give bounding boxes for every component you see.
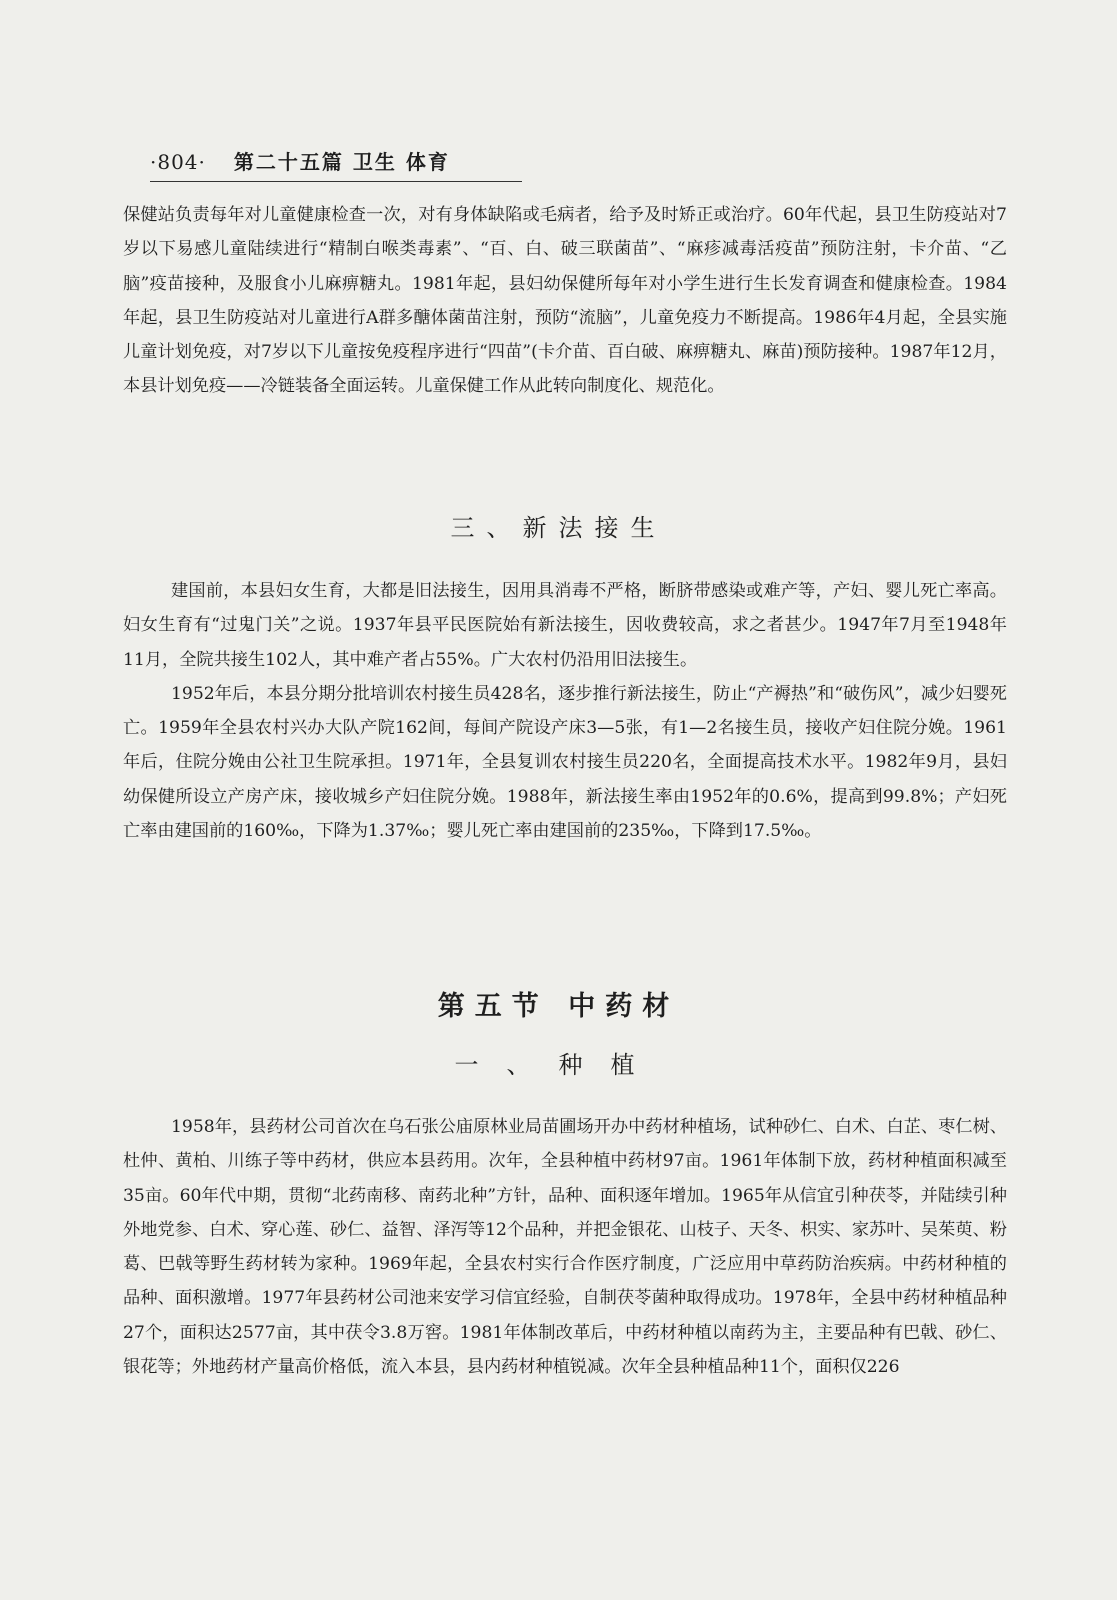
body-text-midwifery <box>123 574 1007 848</box>
paragraph-cultivation: 1958年，县药材公司首次在乌石张公庙原林业局苗圃场开办中药材种植场，试种砂仁、白术、白芷、枣仁树、杜仲、黄柏、川练子等中药材，供应本县药用。次年，全县种植中药材97亩。1961年体制下放，药材种植面积减至35亩。60年代中期，贯彻“北药南移、南药北种”方针，品种、面积逐年增加。1965年从信宜引种茯苓，并陆续引种外地党参、白术、穿心莲、砂仁、益智、泽泻等12个品种，并把金银花、山枝子、天冬、枳实、家苏叶、吴茱萸、粉葛、巴戟等野生药材转为家种。1969年起，全县农村实行合作医疗制度，广泛应用中草药防治疾病。中药材种植的品种、面积激增。1977年县药材公司池来安学习信宜经验，自制茯苓菌种取得成功。1978年，全县中药材种植品种27个，面积达2577亩，其中茯令3.8万窖。1981年体制改革后，中药材种植以南药为主，主要品种有巴戟、砂仁、银花等；外地药材产量高价格低，流入本县，县内药材种植锐减。次年全县种植品种11个，面积仅226 <box>123 1117 1007 1378</box>
running-header-title: 第二十五篇 卫生 体育 <box>233 150 450 174</box>
paragraph-child-health: 保健站负责每年对儿童健康检查一次，对有身体缺陷或毛病者，给予及时矫正或治疗。60年代起，县卫生防疫站对7岁以下易感儿童陆续进行“精制白喉类毒素”、“百、白、破三联菌苗”、“麻疹减毒活疫苗”预防注射，卡介苗、“乙脑”疫苗接种，及服食小儿麻痹糖丸。1981年起，县妇幼保健所每年对小学生进行生长发育调查和健康检查。1984年起，县卫生防疫站对儿童进行A群多醣体菌苗注射，预防“流脑”，儿童免疫力不断提高。1986年4月起，全县实施儿童计划免疫，对7岁以下儿童按免疫程序进行“四苗”(卡介苗、百白破、麻痹糖丸、麻苗)预防接种。1987年12月，本县计划免疫——冷链装备全面运转。儿童保健工作从此转向制度化、规范化。 <box>123 205 1007 397</box>
section-heading-new-midwifery: 三、新法接生 <box>450 514 667 542</box>
paragraph-midwifery-1: 建国前，本县妇女生育，大都是旧法接生，因用具消毒不严格，断脐带感染或难产等，产妇、婴儿死亡率高。妇女生育有“过鬼门关”之说。1937年县平民医院始有新法接生，因收费较高，求之者甚少。1947年7月至1948年11月，全院共接生102人，其中难产者占55%。广大农村仍沿用旧法接生。 <box>123 581 1007 670</box>
body-text-cultivation <box>123 1110 1007 1384</box>
paragraph-midwifery-2: 1952年后，本县分期分批培训农村接生员428名，逐步推行新法接生，防止“产褥热”和“破伤风”，减少妇婴死亡。1959年全县农村兴办大队产院162间，每间产院设产床3—5张，有1—2名接生员，接收产妇住院分娩。1961年后，住院分娩由公社卫生院承担。1971年，全县复训农村接生员220名，全面提高技术水平。1982年9月，县妇幼保健所设立产房产床，接收城乡产妇住院分娩。1988年，新法接生率由1952年的0.6%，提高到99.8%；产妇死亡率由建国前的160‰，下降为1.37‰；婴儿死亡率由建国前的235‰，下降到17.5‰。 <box>123 683 1007 842</box>
chapter-heading-herbal-medicine: 第五节 中药材 <box>437 991 680 1022</box>
subsection-heading-cultivation: 一、种植 <box>454 1051 663 1079</box>
page-number: ·804· <box>150 150 206 174</box>
running-header <box>150 146 522 182</box>
body-text-top <box>123 198 1007 404</box>
